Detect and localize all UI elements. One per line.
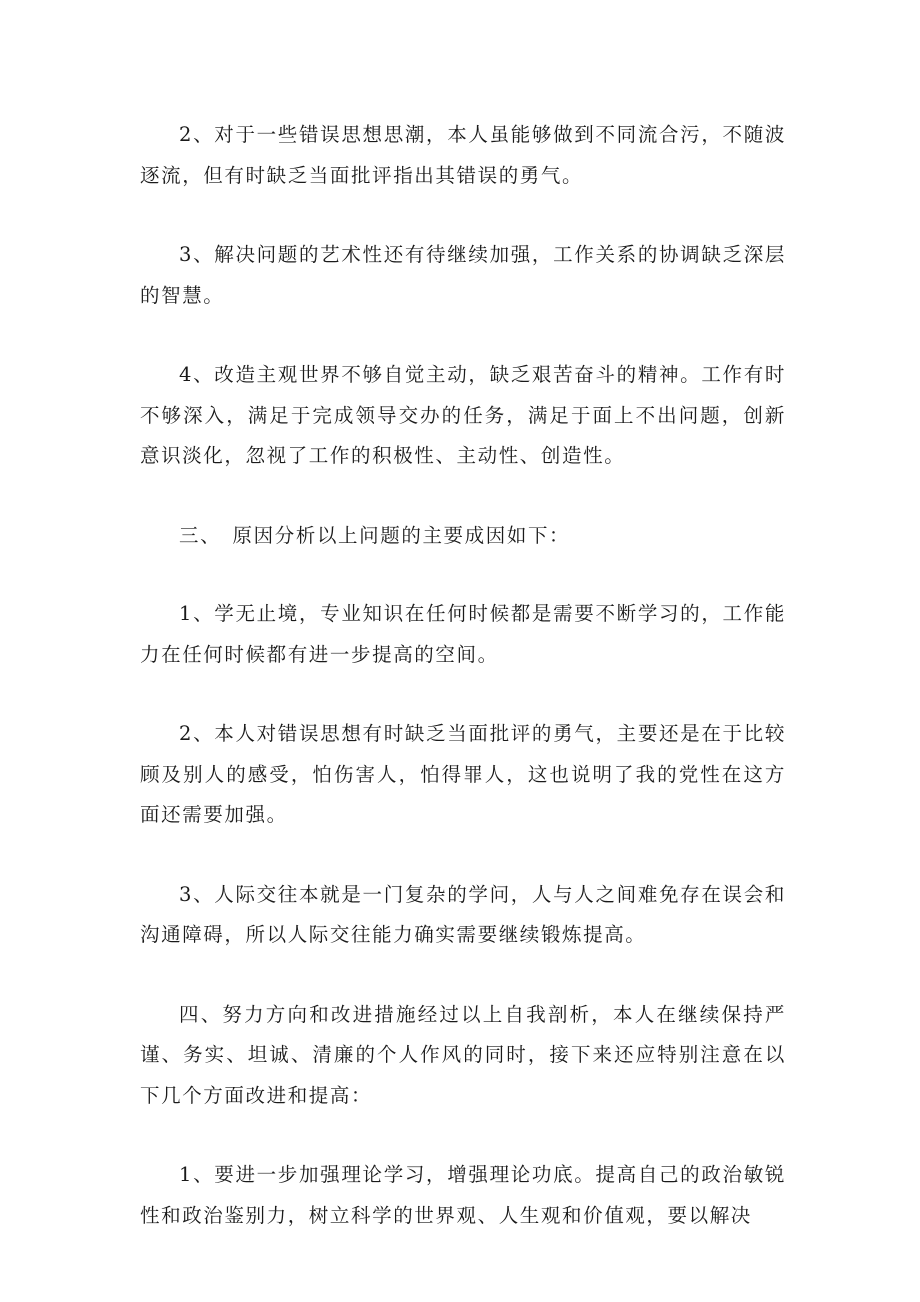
paragraph-3: 4、改造主观世界不够自觉主动，缺乏艰苦奋斗的精神。工作有时不够深入，满足于完成领导交办的任务，满足于面上不出问题，创新意识淡化，忽视了工作的积极性、主动性、创造性。 bbox=[140, 363, 786, 467]
paragraph-1: 2、对于一些错误思想思潮，本人虽能够做到不同流合污，不随波逐流，但有时缺乏当面批评指出其错误的勇气。 bbox=[140, 123, 786, 187]
paragraph-2: 3、解决问题的艺术性还有待继续加强，工作关系的协调缺乏深层的智慧。 bbox=[140, 243, 786, 307]
paragraph-4: 1、学无止境，专业知识在任何时候都是需要不断学习的，工作能力在任何时候都有进一步提高的空间。 bbox=[140, 602, 786, 666]
section-heading-3: 三、 原因分析以上问题的主要成因如下： bbox=[179, 523, 571, 547]
paragraph-6: 3、人际交往本就是一门复杂的学问，人与人之间难免存在误会和沟通障碍，所以人际交往能力确实需要继续锻炼提高。 bbox=[140, 882, 786, 946]
paragraph-5: 2、本人对错误思想有时缺乏当面批评的勇气，主要还是在于比较顾及别人的感受，怕伤害人，怕得罪人，这也说明了我的党性在这方面还需要加强。 bbox=[140, 722, 786, 826]
paragraph-7: 1、要进一步加强理论学习，增强理论功底。提高自己的政治敏锐性和政治鉴别力，树立科学的世界观、人生观和价值观，要以解决 bbox=[140, 1163, 786, 1227]
section-heading-4: 四、努力方向和改进措施经过以上自我剖析，本人在继续保持严谨、务实、坦诚、清廉的个人作风的同时，接下来还应特别注意在以下几个方面改进和提高： bbox=[140, 1002, 786, 1107]
